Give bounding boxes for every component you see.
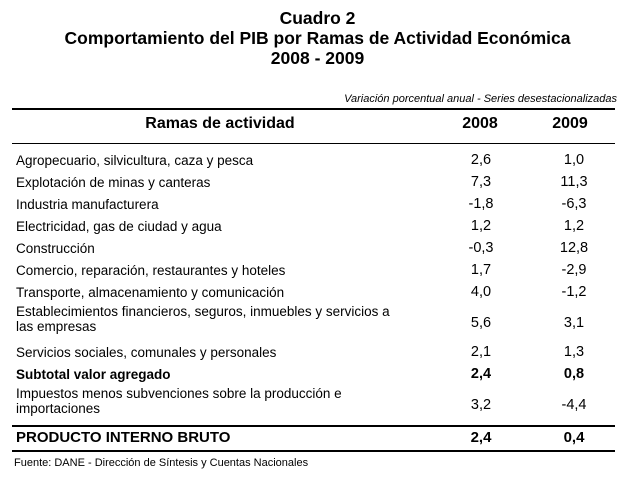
row-value-2009: 3,1 <box>563 315 585 331</box>
table-row <box>16 172 615 194</box>
total-value-2009: 0,4 <box>563 429 585 446</box>
row-value-2008: 2,4 <box>470 366 492 382</box>
header-year-2009: 2009 <box>552 115 588 132</box>
row-label: Electricidad, gas de ciudad y agua <box>16 219 222 234</box>
header-rule <box>12 143 615 144</box>
row-label: Servicios sociales, comunales y personales <box>16 345 277 360</box>
row-label: Establecimientos financieros, seguros, inmuebles y servicios a las empresas <box>16 304 390 334</box>
row-value-2008: 4,0 <box>470 284 492 300</box>
source-note: Fuente: DANE - Dirección de Síntesis y Cuentas Nacionales <box>14 457 309 469</box>
row-label: Impuestos menos subvenciones sobre la producción e importaciones <box>16 386 342 416</box>
header-branch: Ramas de actividad <box>145 115 295 132</box>
table-row <box>16 150 615 172</box>
row-value-2009: 1,2 <box>563 218 585 234</box>
row-value-2009: 1,3 <box>563 344 585 360</box>
table-row <box>16 194 615 216</box>
row-label: Explotación de minas y canteras <box>16 175 211 190</box>
row-value-2009: -1,2 <box>561 284 587 300</box>
table-row <box>16 282 615 304</box>
row-value-2008: -0,3 <box>468 240 494 256</box>
table-row <box>16 342 615 364</box>
row-label: Construcción <box>16 241 95 256</box>
header-year-2008: 2008 <box>462 115 498 132</box>
table-row <box>16 304 615 342</box>
top-rule <box>12 108 615 110</box>
table-row <box>16 238 615 260</box>
row-label: Transporte, almacenamiento y comunicación <box>16 285 285 300</box>
total-value-2008: 2,4 <box>470 429 492 446</box>
row-value-2008: 5,6 <box>470 315 492 331</box>
total-row <box>16 428 615 448</box>
table-body <box>16 150 615 424</box>
row-value-2009: 11,3 <box>560 174 588 190</box>
table-row <box>16 386 615 424</box>
row-value-2008: 1,2 <box>470 218 492 234</box>
row-label: Comercio, reparación, restaurantes y hoteles <box>16 263 286 278</box>
title-line-1: Cuadro 2 <box>279 8 356 28</box>
table-row <box>16 216 615 238</box>
row-value-2009: 1,0 <box>563 152 585 168</box>
total-label: PRODUCTO INTERNO BRUTO <box>16 429 231 446</box>
row-value-2008: 1,7 <box>470 262 492 278</box>
row-label: Subtotal valor agregado <box>16 367 171 382</box>
table-row <box>16 260 615 282</box>
row-value-2009: 12,8 <box>559 240 589 256</box>
total-top-rule <box>12 425 615 427</box>
row-value-2008: 2,1 <box>470 344 492 360</box>
table-header <box>12 111 615 137</box>
units-note: Variación porcentual anual - Series desestacionalizadas <box>344 93 617 105</box>
table-title <box>0 8 635 68</box>
row-value-2008: 7,3 <box>470 174 492 190</box>
row-value-2008: -1,8 <box>468 196 494 212</box>
row-value-2009: -2,9 <box>561 262 587 278</box>
row-value-2009: -6,3 <box>561 196 587 212</box>
row-label: Agropecuario, silvicultura, caza y pesca <box>16 153 254 168</box>
row-value-2009: 0,8 <box>563 366 585 382</box>
row-value-2008: 3,2 <box>470 397 492 413</box>
bottom-rule <box>12 450 615 452</box>
row-value-2009: -4,4 <box>561 397 587 413</box>
title-line-2: Comportamiento del PIB por Ramas de Actividad Económica <box>64 28 571 48</box>
row-value-2008: 2,6 <box>470 152 492 168</box>
title-line-3: 2008 - 2009 <box>270 48 365 68</box>
row-label: Industria manufacturera <box>16 197 159 212</box>
subtotal-row <box>16 364 615 386</box>
